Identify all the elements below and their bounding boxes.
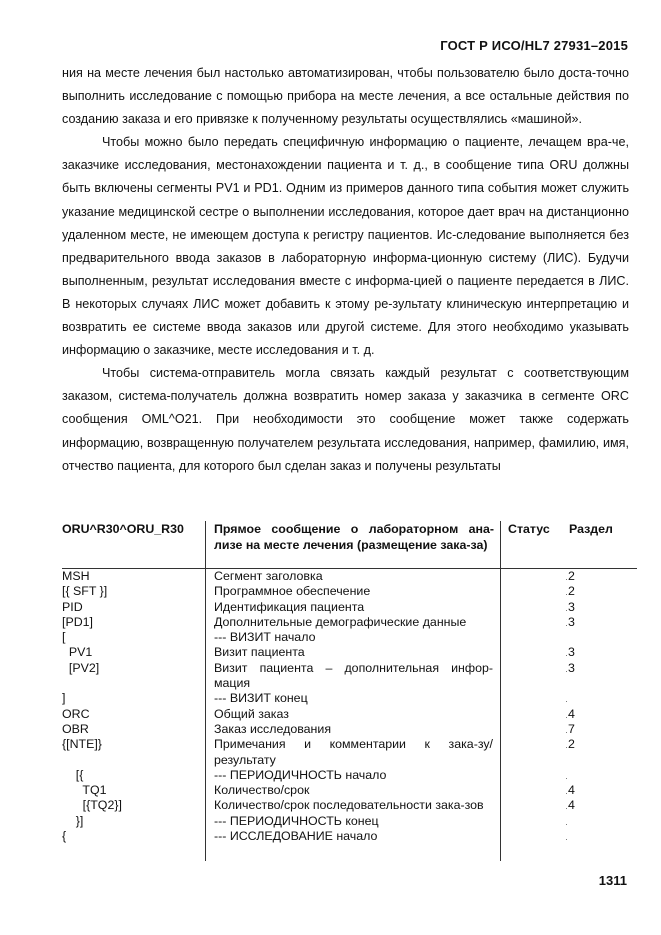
segment-description: Визит пациента	[214, 645, 305, 660]
segment-section: 4	[568, 783, 575, 798]
paragraph: Чтобы система-отправитель могла связать каждый результат с соответствующим заказом, система-получатель должна возвратить номер заказа у заказчика в сегменте ORC сообщения OML^O21. При необходимости это сообщение может также содержать информацию, возвращенную получателем результата исследования, например, фамилию, имя, отчество пациента, для которого был сделан заказ и получены результаты	[62, 366, 629, 473]
status-mark: ·	[565, 834, 568, 845]
segment-code: [{	[62, 767, 84, 782]
status-mark: ·	[565, 665, 568, 676]
document-header: ГОСТ Р ИСО/HL7 27931–2015	[440, 38, 628, 53]
message-structure-table	[62, 521, 637, 844]
segment-description: --- ПЕРИОДИЧНОСТЬ конец	[214, 813, 379, 828]
segment-description: --- ИССЛЕДОВАНИЕ начало	[214, 829, 378, 844]
table-row	[62, 768, 637, 783]
table-row	[62, 737, 637, 768]
segment-code: [{TQ2}]	[62, 798, 122, 813]
table-row	[62, 707, 637, 722]
segment-code: {[NTE]}	[62, 737, 102, 752]
segment-code: [	[62, 630, 66, 645]
header-description: Прямое сообщение о лабораторном ана-лизе на месте лечения (размещение зака-за)	[214, 522, 494, 552]
segment-code: OBR	[62, 721, 89, 736]
segment-code: MSH	[62, 569, 90, 583]
status-mark: ·	[565, 574, 568, 584]
table-row	[62, 661, 637, 692]
table-row	[62, 691, 637, 706]
segment-description: --- ПЕРИОДИЧНОСТЬ начало	[214, 767, 387, 782]
table-row	[62, 829, 637, 844]
segment-description: --- ВИЗИТ конец	[214, 691, 308, 706]
status-mark: ·	[565, 604, 568, 615]
table-row	[62, 615, 637, 630]
segment-description: Количество/срок	[214, 783, 310, 798]
status-mark: ·	[565, 726, 568, 737]
segment-section: 2	[568, 584, 575, 599]
table-body	[62, 569, 637, 844]
status-mark: ·	[565, 742, 568, 753]
body-text	[62, 62, 629, 478]
table-row	[62, 722, 637, 737]
table-row	[62, 814, 637, 829]
segment-description: Количество/срок последовательности зака-зов	[214, 798, 484, 813]
segment-description: Идентификация пациента	[214, 599, 365, 614]
table-row	[62, 630, 637, 645]
table-row	[62, 645, 637, 660]
segment-description: Примечания и комментарии к зака-зу/результату	[214, 737, 493, 767]
page-number: 1311	[598, 873, 627, 888]
segment-code: [PD1]	[62, 614, 93, 629]
segment-code: [PV2]	[62, 660, 100, 675]
table-row	[62, 798, 637, 813]
table-row	[62, 783, 637, 798]
segment-section: 3	[568, 614, 575, 629]
table-row	[62, 600, 637, 615]
segment-description: Дополнительные демографические данные	[214, 614, 467, 629]
segment-code: PID	[62, 599, 83, 614]
status-mark: ·	[565, 696, 568, 707]
segment-description: --- ВИЗИТ начало	[214, 630, 316, 645]
segment-section: 2	[568, 569, 575, 583]
segment-description: Программное обеспечение	[214, 584, 371, 599]
status-mark: ·	[565, 650, 568, 661]
status-mark: ·	[565, 818, 568, 829]
segment-section: 4	[568, 798, 575, 813]
status-mark: ·	[565, 803, 568, 814]
segment-section: 3	[568, 660, 575, 675]
segment-section: 3	[568, 645, 575, 660]
segment-code: ORC	[62, 706, 90, 721]
segment-code: }]	[62, 813, 84, 828]
segment-section: 7	[568, 721, 575, 736]
segment-code: PV1	[62, 645, 93, 660]
segment-code: ]	[62, 691, 66, 706]
paragraph: ния на месте лечения был настолько автоматизирован, чтобы пользователю было доста-точно выполнить исследование с помощью прибора на месте лечения, а все остальные действия по созданию заказа и его привязке к полученному результаты осуществлялись «машиной».	[62, 66, 629, 127]
header-section: Раздел	[569, 522, 613, 536]
status-mark: ·	[565, 619, 568, 630]
segment-description: Визит пациента – дополнительная инфор-мация	[214, 660, 493, 691]
segment-code: TQ1	[62, 783, 107, 798]
table-row	[62, 584, 637, 599]
status-mark: ·	[565, 772, 568, 783]
table-header	[62, 521, 637, 569]
status-mark: ·	[565, 788, 568, 799]
segment-description: Заказ исследования	[214, 721, 332, 736]
segment-description: Сегмент заголовка	[214, 569, 323, 583]
segment-description: Общий заказ	[214, 706, 289, 721]
status-mark: ·	[565, 711, 568, 722]
segment-section: 2	[568, 737, 575, 752]
status-mark: ·	[565, 589, 568, 600]
segment-code: [{ SFT }]	[62, 584, 108, 599]
header-code: ORU^R30^ORU_R30	[62, 522, 184, 536]
table-row	[62, 569, 637, 584]
segment-section: 3	[568, 599, 575, 614]
paragraph: Чтобы можно было передать специфичную информацию о пациенте, лечащем вра-че, заказчике исследования, местонахождении пациента и т. д., в сообщение типа ORU должны быть включены сегменты PV1 и PD1. Одним из примеров данного типа события может служить указание медицинской сестре о выполнении исследования, которое дает врач на дистанционно удаленном месте, не имеющем доступа к регистру пациентов. Ис-следование выполняется без предварительного ввода заказов в лабораторную информа-ционную систему (ЛИС). Будучи выполненным, результат исследования вместе с информа-цией о пациенте передается в ЛИС. В некоторых случаях ЛИС может добавить к этому ре-зультату клиническую интерпретацию и возвратить ее системе ввода заказов или другой системе. Для этого необходимо указывать информацию о заказчике, месте исследования и т. д.	[62, 135, 629, 358]
segment-code: {	[62, 829, 67, 844]
segment-section: 4	[568, 706, 575, 721]
header-status: Статус	[508, 522, 550, 536]
